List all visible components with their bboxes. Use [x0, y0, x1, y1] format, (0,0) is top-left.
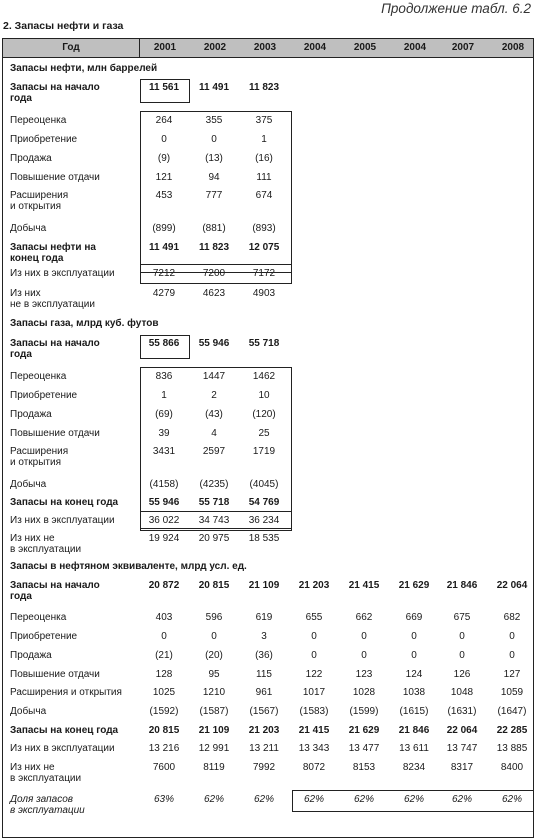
row-label-line: Из них [10, 288, 41, 299]
row-label [10, 515, 115, 526]
cell-value: 0 [311, 650, 317, 661]
cell-value: 1048 [450, 687, 474, 698]
row-label [10, 650, 52, 661]
cell-value: 619 [255, 612, 273, 623]
row-label [10, 479, 46, 490]
cell-value: 8234 [402, 762, 426, 773]
row-label-line: Добыча [10, 223, 47, 234]
cell-value: 62% [253, 794, 274, 805]
cell-value: 0 [311, 631, 317, 642]
row-label-line: Из них в эксплуатации [10, 268, 115, 279]
cell-value: 10 [258, 390, 270, 401]
cell-value: 4 [211, 428, 217, 439]
cell-value: (1631) [447, 706, 477, 717]
cell-value: (16) [255, 153, 273, 164]
header-year: 2004 [403, 42, 427, 53]
row-label-line: Приобретение [10, 631, 78, 642]
cell-value: (4045) [249, 479, 279, 490]
cell-value: 655 [305, 612, 323, 623]
cell-value: 22 064 [446, 725, 478, 736]
row-label-line: Переоценка [10, 371, 67, 382]
cell-value: 55 718 [198, 497, 230, 508]
cell-value: 1028 [352, 687, 376, 698]
row-label [10, 223, 46, 234]
cell-value: 674 [255, 190, 273, 201]
row-label-line: конец года [10, 253, 64, 264]
cell-value: 1462 [252, 371, 276, 382]
row-label-line: Расширения [10, 190, 69, 201]
row-label-line: Запасы на конец года [10, 725, 119, 736]
cell-value: 1 [261, 134, 267, 145]
header-year-label: Год [62, 42, 80, 53]
row-label-line: года [10, 349, 32, 360]
row-label [10, 725, 118, 736]
cell-value: 12 991 [198, 743, 230, 754]
reserves-table [2, 38, 534, 838]
cell-value: (1587) [199, 706, 229, 717]
cell-value: 128 [155, 669, 173, 680]
cell-value: 0 [459, 650, 465, 661]
row-label-line: в эксплуатации [10, 773, 82, 784]
row-label-line: Запасы на начало [10, 338, 100, 349]
cell-value: (899) [152, 223, 176, 234]
cell-value: 11 561 [148, 82, 180, 93]
label-column-divider [139, 39, 140, 57]
cell-value: 21 846 [446, 580, 478, 591]
cell-value: (1599) [349, 706, 379, 717]
row-label-line: Из них не [10, 533, 55, 544]
group-title: Запасы газа, млрд куб. футов [10, 318, 159, 329]
cell-value: 21 415 [348, 580, 380, 591]
cell-value: 836 [155, 371, 173, 382]
cell-value: 2597 [202, 446, 226, 457]
cell-value: 63% [153, 794, 174, 805]
cell-value: 21 109 [248, 580, 280, 591]
row-label-line: Запасы на начало [10, 82, 100, 93]
row-label [10, 631, 77, 642]
row-label-line: Доля запасов [10, 794, 73, 805]
cell-value: 36 022 [148, 515, 180, 526]
row-label [10, 82, 100, 104]
row-label-line: Продажа [10, 409, 52, 420]
cell-value: 95 [208, 669, 220, 680]
cell-value: 111 [256, 172, 272, 183]
row-label-line: и открытия [10, 201, 61, 212]
cell-value: 55 946 [148, 497, 180, 508]
row-label [10, 115, 66, 126]
row-label [10, 134, 77, 145]
cell-value: 62% [203, 794, 224, 805]
cell-value: 11 823 [248, 82, 280, 93]
cell-value: 13 211 [249, 743, 279, 754]
cell-value: 1038 [402, 687, 426, 698]
row-label-line: Повышение отдачи [10, 428, 100, 439]
cell-value: 19 924 [148, 533, 180, 544]
row-label [10, 409, 52, 420]
row-label [10, 338, 100, 360]
row-label-line: Приобретение [10, 390, 78, 401]
row-label-line: Продажа [10, 650, 52, 661]
cell-value: (43) [205, 409, 223, 420]
cell-value: 1059 [500, 687, 524, 698]
cell-value: 1210 [202, 687, 226, 698]
cell-value: 675 [453, 612, 471, 623]
cell-value: 126 [453, 669, 471, 680]
cell-value: 20 872 [148, 580, 180, 591]
cell-value: 2 [211, 390, 217, 401]
cell-value: 62% [501, 794, 522, 805]
cell-value: (1647) [497, 706, 527, 717]
cell-value: 3431 [152, 446, 176, 457]
cell-value: 21 203 [298, 580, 330, 591]
row-label [10, 669, 100, 680]
cell-value: 4903 [252, 288, 276, 299]
highlight-box [140, 335, 190, 359]
cell-value: 62% [403, 794, 424, 805]
cell-value: 0 [361, 650, 367, 661]
cell-value: (120) [252, 409, 276, 420]
cell-value: 121 [155, 172, 173, 183]
cell-value: 54 769 [248, 497, 280, 508]
row-label [10, 612, 66, 623]
cell-value: (13) [205, 153, 223, 164]
cell-value: 62% [451, 794, 472, 805]
row-label [10, 446, 68, 468]
continuation-note: Продолжение табл. 6.2 [381, 1, 531, 16]
cell-value: (4158) [149, 479, 179, 490]
cell-value: 13 216 [148, 743, 180, 754]
cell-value: 13 747 [446, 743, 478, 754]
cell-value: 0 [509, 631, 515, 642]
cell-value: (1615) [399, 706, 429, 717]
row-label [10, 743, 115, 754]
row-label [10, 687, 122, 698]
highlight-box [140, 367, 292, 529]
cell-value: 375 [255, 115, 273, 126]
cell-value: 1 [161, 390, 167, 401]
cell-value: 13 343 [298, 743, 330, 754]
cell-value: 0 [361, 631, 367, 642]
cell-value: 264 [155, 115, 173, 126]
cell-value: 596 [205, 612, 223, 623]
row-label-line: Из них не [10, 762, 55, 773]
cell-value: 62% [353, 794, 374, 805]
row-label [10, 288, 95, 310]
row-label-line: Продажа [10, 153, 52, 164]
row-label-line: Повышение отдачи [10, 669, 100, 680]
cell-value: 55 718 [248, 338, 280, 349]
row-label [10, 497, 118, 508]
cell-value: (1583) [299, 706, 329, 717]
cell-value: 13 477 [348, 743, 380, 754]
highlight-box [140, 264, 292, 284]
cell-value: (36) [255, 650, 273, 661]
cell-value: 669 [405, 612, 423, 623]
cell-value: (1567) [249, 706, 279, 717]
cell-value: 1447 [202, 371, 226, 382]
row-label-line: Расширения [10, 446, 69, 457]
row-label [10, 190, 68, 212]
row-label [10, 172, 100, 183]
cell-value: 11 491 [198, 82, 230, 93]
cell-value: 8317 [450, 762, 474, 773]
row-label-line: года [10, 591, 32, 602]
row-label-line: Запасы нефти на [10, 242, 96, 253]
cell-value: 1719 [252, 446, 276, 457]
row-label-line: Повышение отдачи [10, 172, 100, 183]
row-label-line: в эксплуатации [10, 544, 82, 555]
cell-value: 123 [355, 669, 373, 680]
row-label-line: Добыча [10, 479, 47, 490]
cell-value: 7212 [152, 268, 176, 279]
cell-value: 777 [205, 190, 223, 201]
cell-value: (9) [157, 153, 171, 164]
cell-value: 0 [459, 631, 465, 642]
cell-value: 662 [355, 612, 373, 623]
row-label-line: Приобретение [10, 134, 78, 145]
cell-value: 20 815 [148, 725, 180, 736]
cell-value: 0 [411, 631, 417, 642]
cell-value: 11 491 [148, 242, 180, 253]
cell-value: 115 [256, 669, 272, 680]
cell-value: 7172 [252, 268, 276, 279]
cell-value: 20 975 [198, 533, 230, 544]
header-year: 2003 [253, 42, 277, 53]
row-label-line: года [10, 93, 32, 104]
cell-value: 0 [211, 631, 217, 642]
highlight-box [140, 111, 292, 273]
row-label [10, 371, 66, 382]
cell-value: 21 109 [198, 725, 230, 736]
cell-value: (69) [155, 409, 173, 420]
cell-value: 3 [261, 631, 267, 642]
highlight-box [292, 790, 534, 812]
header-year: 2001 [153, 42, 177, 53]
row-label-line: Запасы на конец года [10, 497, 119, 508]
cell-value: (881) [202, 223, 226, 234]
cell-value: 1025 [152, 687, 176, 698]
cell-value: 682 [503, 612, 521, 623]
header-year: 2004 [303, 42, 327, 53]
cell-value: 21 629 [398, 580, 430, 591]
cell-value: 8072 [302, 762, 326, 773]
highlight-box [140, 511, 292, 531]
cell-value: 0 [161, 631, 167, 642]
cell-value: 453 [155, 190, 173, 201]
cell-value: 18 535 [248, 533, 280, 544]
cell-value: 4623 [202, 288, 226, 299]
header-year: 2008 [501, 42, 525, 53]
cell-value: 961 [255, 687, 273, 698]
row-label-line: Добыча [10, 706, 47, 717]
row-label-line: Из них в эксплуатации [10, 743, 115, 754]
cell-value: 122 [305, 669, 323, 680]
cell-value: 21 415 [298, 725, 330, 736]
cell-value: 7600 [152, 762, 176, 773]
cell-value: 25 [258, 428, 270, 439]
cell-value: 13 885 [496, 743, 528, 754]
cell-value: 12 075 [248, 242, 280, 253]
row-label-line: Переоценка [10, 115, 67, 126]
cell-value: 4279 [152, 288, 176, 299]
cell-value: 8153 [352, 762, 376, 773]
row-label [10, 794, 85, 816]
cell-value: 11 823 [198, 242, 230, 253]
row-label-line: не в эксплуатации [10, 299, 95, 310]
row-label-line: Из них в эксплуатации [10, 515, 115, 526]
cell-value: 22 285 [496, 725, 528, 736]
table-header [3, 39, 533, 58]
cell-value: 62% [303, 794, 324, 805]
row-label [10, 390, 77, 401]
row-label [10, 762, 81, 784]
cell-value: 8119 [203, 762, 225, 773]
cell-value: 0 [411, 650, 417, 661]
cell-value: (20) [205, 650, 223, 661]
row-label [10, 428, 100, 439]
cell-value: 403 [155, 612, 173, 623]
cell-value: 0 [161, 134, 167, 145]
row-label [10, 242, 96, 264]
cell-value: 1017 [302, 687, 326, 698]
row-label-line: и открытия [10, 457, 61, 468]
cell-value: 36 234 [248, 515, 280, 526]
header-year: 2007 [451, 42, 475, 53]
cell-value: 13 611 [399, 743, 429, 754]
cell-value: 21 203 [248, 725, 280, 736]
cell-value: 22 064 [496, 580, 528, 591]
row-label [10, 533, 81, 555]
header-year: 2005 [353, 42, 377, 53]
row-label [10, 706, 46, 717]
row-label [10, 268, 115, 279]
row-label-line: Расширения и открытия [10, 687, 122, 698]
cell-value: 55 946 [198, 338, 230, 349]
cell-value: 94 [208, 172, 220, 183]
group-title: Запасы нефти, млн баррелей [10, 63, 158, 74]
cell-value: 34 743 [198, 515, 230, 526]
cell-value: (21) [155, 650, 173, 661]
cell-value: 20 815 [198, 580, 230, 591]
row-label-line: в эксплуатации [10, 805, 85, 816]
cell-value: 0 [509, 650, 515, 661]
cell-value: 21 629 [348, 725, 380, 736]
row-label-line: Переоценка [10, 612, 67, 623]
row-label-line: Запасы на начало [10, 580, 100, 591]
cell-value: 355 [205, 115, 223, 126]
row-label [10, 153, 52, 164]
group-title: Запасы в нефтяном эквиваленте, млрд усл. ед. [10, 561, 247, 572]
cell-value: (4235) [199, 479, 229, 490]
cell-value: 124 [405, 669, 423, 680]
highlight-box [140, 79, 190, 103]
cell-value: 55 866 [148, 338, 180, 349]
cell-value: 8400 [500, 762, 524, 773]
cell-value: 21 846 [398, 725, 430, 736]
cell-value: 39 [158, 428, 170, 439]
cell-value: 127 [503, 669, 521, 680]
cell-value: (893) [252, 223, 276, 234]
cell-value: (1592) [149, 706, 179, 717]
section-title: 2. Запасы нефти и газа [3, 20, 124, 32]
cell-value: 0 [211, 134, 217, 145]
cell-value: 7200 [202, 268, 226, 279]
cell-value: 7992 [252, 762, 276, 773]
header-year: 2002 [203, 42, 227, 53]
row-label [10, 580, 100, 602]
